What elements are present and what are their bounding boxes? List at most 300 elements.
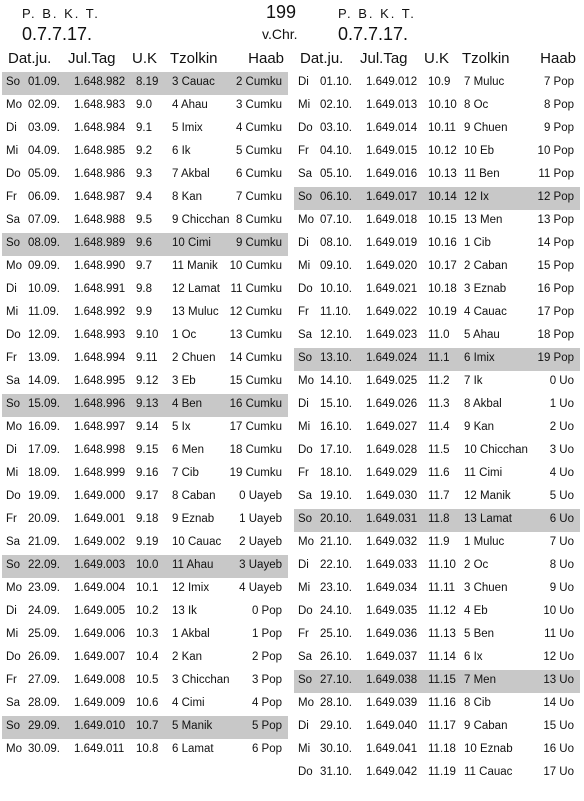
tzolkin-cell: 2 Oc (464, 559, 489, 571)
uk-value-cell: 11.15 (428, 674, 456, 686)
date-cell: 03.09. (28, 122, 60, 134)
table-row (294, 670, 580, 693)
date-cell: 30.09. (28, 743, 60, 755)
tzolkin-cell: 3 Chicchan (172, 674, 230, 686)
right-table-body (294, 72, 580, 785)
uk-value-cell: 9.1 (136, 122, 152, 134)
col-julian-header: Jul.Tag (68, 50, 116, 67)
table-row (2, 279, 288, 302)
col-tzolkin-header: Tzolkin (462, 50, 510, 67)
date-cell: 14.09. (28, 375, 60, 387)
julian-day-cell: 1.649.037 (366, 651, 418, 663)
uk-value-cell: 10.16 (428, 237, 457, 249)
date-cell: 12.10. (320, 329, 352, 341)
haab-cell: 1 Pop (251, 628, 282, 640)
haab-cell: 14 Uo (543, 697, 574, 709)
table-row (294, 716, 580, 739)
julian-day-cell: 1.649.012 (366, 76, 418, 88)
weekday-cell: Di (6, 605, 17, 617)
weekday-cell: Di (6, 122, 17, 134)
uk-value-cell: 9.6 (136, 237, 152, 249)
julian-day-cell: 1.649.013 (366, 99, 418, 111)
date-cell: 13.10. (320, 352, 352, 364)
tzolkin-cell: 11 Manik (172, 260, 218, 272)
haab-cell: 0 Uayeb (239, 490, 282, 502)
haab-cell: 9 Pop (543, 122, 574, 134)
weekday-cell: So (6, 559, 21, 571)
table-row (2, 187, 288, 210)
haab-cell: 2 Uo (549, 421, 574, 433)
julian-day-cell: 1.649.015 (366, 145, 418, 157)
haab-cell: 1 Uayeb (239, 513, 282, 525)
haab-cell: 4 Pop (251, 697, 282, 709)
table-row (294, 578, 580, 601)
weekday-cell: Mo (298, 536, 314, 548)
date-cell: 21.09. (28, 536, 60, 548)
haab-cell: 3 Cumku (235, 99, 282, 111)
julian-day-cell: 1.649.010 (74, 720, 126, 732)
uk-value-cell: 10.8 (136, 743, 159, 755)
col-tzolkin-header: Tzolkin (170, 50, 218, 67)
tzolkin-cell: 5 Ix (172, 421, 191, 433)
tzolkin-cell: 12 Lamat (172, 283, 220, 295)
date-cell: 11.09. (28, 306, 60, 318)
tzolkin-cell: 8 Akbal (464, 398, 502, 410)
tzolkin-cell: 11 Ahau (172, 559, 214, 571)
date-cell: 10.10. (320, 283, 352, 295)
year-number: 199 (266, 2, 297, 22)
julian-day-cell: 1.648.999 (74, 467, 126, 479)
uk-value-cell: 11.10 (428, 559, 456, 571)
weekday-cell: Do (6, 490, 21, 502)
haab-cell: 19 Cumku (229, 467, 282, 479)
weekday-cell: Do (298, 605, 313, 617)
weekday-cell: Mi (6, 628, 19, 640)
weekday-cell: Mo (6, 260, 22, 272)
weekday-cell: Sa (298, 651, 313, 663)
weekday-cell: Di (6, 444, 17, 456)
date-cell: 01.09. (28, 76, 60, 88)
table-row (2, 693, 288, 716)
uk-value-cell: 10.9 (428, 76, 451, 88)
table-row (294, 187, 580, 210)
uk-value-cell: 9.0 (136, 99, 152, 111)
table-row (2, 118, 288, 141)
weekday-cell: Mi (298, 582, 311, 594)
tzolkin-cell: 6 Ik (172, 145, 191, 157)
uk-value-cell: 9.2 (136, 145, 152, 157)
left-count-label: P. B. K. T. (22, 6, 100, 21)
table-row (2, 463, 288, 486)
weekday-cell: So (298, 513, 313, 525)
date-cell: 19.10. (320, 490, 352, 502)
date-cell: 12.09. (28, 329, 60, 341)
tzolkin-cell: 7 Ik (464, 375, 483, 387)
table-row (294, 141, 580, 164)
uk-value-cell: 11.2 (428, 375, 450, 387)
table-row (2, 509, 288, 532)
uk-value-cell: 10.5 (136, 674, 159, 686)
tzolkin-cell: 6 Ix (464, 651, 483, 663)
weekday-cell: Mo (298, 697, 314, 709)
julian-day-cell: 1.649.040 (366, 720, 418, 732)
uk-value-cell: 8.19 (136, 76, 159, 88)
julian-day-cell: 1.648.994 (74, 352, 126, 364)
julian-day-cell: 1.649.006 (74, 628, 126, 640)
tzolkin-cell: 6 Men (172, 444, 204, 456)
tzolkin-cell: 10 Cauac (172, 536, 222, 548)
date-cell: 18.10. (320, 467, 352, 479)
weekday-cell: Fr (6, 513, 17, 525)
tzolkin-cell: 5 Ahau (464, 329, 500, 341)
table-row (2, 394, 288, 417)
tzolkin-cell: 10 Eznab (464, 743, 513, 755)
table-row (294, 693, 580, 716)
weekday-cell: Mi (298, 99, 311, 111)
date-cell: 23.10. (320, 582, 352, 594)
julian-day-cell: 1.649.002 (74, 536, 126, 548)
haab-cell: 15 Cumku (229, 375, 282, 387)
table-row (294, 371, 580, 394)
date-cell: 06.09. (28, 191, 60, 203)
haab-cell: 9 Cumku (235, 237, 282, 249)
tzolkin-cell: 7 Akbal (172, 168, 210, 180)
julian-day-cell: 1.649.030 (366, 490, 418, 502)
tzolkin-cell: 8 Kan (172, 191, 203, 203)
tzolkin-cell: 9 Kan (464, 421, 495, 433)
col-date-header: Dat.ju. (300, 50, 344, 67)
julian-day-cell: 1.648.992 (74, 306, 126, 318)
weekday-cell: Di (298, 398, 309, 410)
haab-cell: 11 Cumku (230, 283, 282, 295)
weekday-cell: Mi (298, 743, 311, 755)
uk-value-cell: 10.18 (428, 283, 457, 295)
julian-day-cell: 1.648.985 (74, 145, 126, 157)
table-row (2, 555, 288, 578)
weekday-cell: Mi (6, 467, 19, 479)
julian-day-cell: 1.649.021 (366, 283, 418, 295)
date-cell: 14.10. (320, 375, 352, 387)
julian-day-cell: 1.649.036 (366, 628, 418, 640)
julian-day-cell: 1.648.987 (74, 191, 126, 203)
haab-cell: 2 Cumku (235, 76, 282, 88)
uk-value-cell: 9.19 (136, 536, 159, 548)
tzolkin-cell: 2 Caban (464, 260, 508, 272)
table-row (294, 95, 580, 118)
date-cell: 29.09. (28, 720, 60, 732)
table-row (294, 555, 580, 578)
haab-cell: 16 Uo (543, 743, 574, 755)
weekday-cell: Do (6, 168, 21, 180)
tzolkin-cell: 4 Eb (464, 605, 488, 617)
table-row (2, 233, 288, 256)
haab-cell: 4 Uo (549, 467, 574, 479)
haab-cell: 6 Cumku (235, 168, 282, 180)
right-table-header (294, 48, 580, 72)
julian-day-cell: 1.649.014 (366, 122, 418, 134)
uk-value-cell: 11.6 (428, 467, 450, 479)
date-cell: 25.10. (320, 628, 352, 640)
julian-day-cell: 1.648.991 (74, 283, 126, 295)
date-cell: 18.09. (28, 467, 60, 479)
tzolkin-cell: 2 Kan (172, 651, 203, 663)
date-cell: 22.10. (320, 559, 352, 571)
date-cell: 26.09. (28, 651, 60, 663)
haab-cell: 5 Cumku (235, 145, 282, 157)
haab-cell: 7 Pop (543, 76, 574, 88)
weekday-cell: Do (298, 122, 313, 134)
tzolkin-cell: 12 Manik (464, 490, 511, 502)
tzolkin-cell: 13 Muluc (172, 306, 219, 318)
weekday-cell: Sa (6, 536, 21, 548)
tzolkin-cell: 1 Cib (464, 237, 491, 249)
julian-day-cell: 1.649.018 (366, 214, 418, 226)
weekday-cell: Di (298, 76, 309, 88)
julian-day-cell: 1.649.009 (74, 697, 126, 709)
uk-value-cell: 9.5 (136, 214, 152, 226)
table-row (294, 394, 580, 417)
julian-day-cell: 1.648.986 (74, 168, 126, 180)
uk-value-cell: 10.6 (136, 697, 159, 709)
left-table-body (2, 72, 288, 762)
table-row (2, 486, 288, 509)
haab-cell: 11 Pop (538, 168, 574, 180)
haab-cell: 0 Pop (251, 605, 282, 617)
uk-value-cell: 11.8 (428, 513, 450, 525)
julian-day-cell: 1.649.005 (74, 605, 126, 617)
weekday-cell: Fr (298, 628, 309, 640)
date-cell: 04.09. (28, 145, 60, 157)
uk-value-cell: 11.5 (428, 444, 450, 456)
weekday-cell: Di (298, 559, 309, 571)
table-row (294, 164, 580, 187)
julian-day-cell: 1.648.984 (74, 122, 126, 134)
date-cell: 15.10. (320, 398, 352, 410)
julian-day-cell: 1.648.997 (74, 421, 126, 433)
weekday-cell: Fr (6, 352, 17, 364)
table-row (2, 72, 288, 95)
table-row (294, 601, 580, 624)
date-cell: 20.10. (320, 513, 352, 525)
left-long-count: 0.7.7.17. (22, 24, 93, 44)
uk-value-cell: 9.11 (136, 352, 158, 364)
haab-cell: 12 Uo (543, 651, 574, 663)
tzolkin-cell: 1 Akbal (172, 628, 210, 640)
date-cell: 05.10. (320, 168, 352, 180)
haab-cell: 10 Cumku (229, 260, 282, 272)
julian-day-cell: 1.649.001 (74, 513, 126, 525)
weekday-cell: Di (298, 237, 309, 249)
julian-day-cell: 1.648.993 (74, 329, 126, 341)
weekday-cell: Di (298, 720, 309, 732)
col-date-header: Dat.ju. (8, 50, 52, 67)
julian-day-cell: 1.649.029 (366, 467, 418, 479)
tzolkin-cell: 13 Lamat (464, 513, 512, 525)
julian-day-cell: 1.649.034 (366, 582, 418, 594)
date-cell: 28.09. (28, 697, 60, 709)
julian-day-cell: 1.649.041 (366, 743, 418, 755)
date-cell: 26.10. (320, 651, 352, 663)
date-cell: 20.09. (28, 513, 60, 525)
tzolkin-cell: 3 Eb (172, 375, 196, 387)
weekday-cell: So (6, 720, 21, 732)
tzolkin-cell: 9 Caban (464, 720, 508, 732)
uk-value-cell: 10.17 (428, 260, 457, 272)
date-cell: 31.10. (320, 766, 352, 778)
tzolkin-cell: 2 Chuen (172, 352, 216, 364)
table-row (294, 210, 580, 233)
julian-day-cell: 1.649.023 (366, 329, 418, 341)
tzolkin-cell: 9 Chuen (464, 122, 508, 134)
date-cell: 03.10. (320, 122, 352, 134)
tzolkin-cell: 11 Cimi (464, 467, 503, 479)
col-uk-header: U.K (132, 50, 158, 67)
table-row (2, 601, 288, 624)
weekday-cell: Fr (298, 306, 309, 318)
col-uk-header: U.K (424, 50, 450, 67)
weekday-cell: Mi (298, 260, 311, 272)
date-cell: 19.09. (28, 490, 60, 502)
haab-cell: 4 Uayeb (239, 582, 282, 594)
weekday-cell: So (6, 76, 21, 88)
julian-day-cell: 1.649.027 (366, 421, 418, 433)
julian-day-cell: 1.648.982 (74, 76, 126, 88)
date-cell: 13.09. (28, 352, 60, 364)
julian-day-cell: 1.649.004 (74, 582, 126, 594)
date-cell: 27.09. (28, 674, 60, 686)
weekday-cell: Sa (6, 697, 21, 709)
haab-cell: 2 Pop (251, 651, 282, 663)
uk-value-cell: 11.12 (428, 605, 456, 617)
uk-value-cell: 9.4 (136, 191, 152, 203)
table-row (2, 325, 288, 348)
table-row (294, 233, 580, 256)
date-cell: 29.10. (320, 720, 352, 732)
weekday-cell: Mo (6, 99, 22, 111)
tzolkin-cell: 7 Cib (172, 467, 199, 479)
julian-day-cell: 1.648.989 (74, 237, 126, 249)
julian-day-cell: 1.649.011 (74, 743, 125, 755)
tzolkin-cell: 11 Cauac (464, 766, 513, 778)
tzolkin-cell: 10 Eb (464, 145, 495, 157)
haab-cell: 18 Cumku (229, 444, 282, 456)
date-cell: 21.10. (320, 536, 352, 548)
uk-value-cell: 9.10 (136, 329, 159, 341)
haab-cell: 15 Uo (543, 720, 574, 732)
weekday-cell: Do (298, 766, 313, 778)
julian-day-cell: 1.648.983 (74, 99, 126, 111)
haab-cell: 19 Pop (537, 352, 574, 364)
tzolkin-cell: 3 Cauac (172, 76, 215, 88)
table-row (294, 72, 580, 95)
weekday-cell: Sa (6, 375, 21, 387)
table-row (2, 256, 288, 279)
date-cell: 16.09. (28, 421, 60, 433)
uk-value-cell: 9.7 (136, 260, 152, 272)
date-cell: 08.10. (320, 237, 352, 249)
uk-value-cell: 10.15 (428, 214, 457, 226)
table-row (2, 164, 288, 187)
weekday-cell: Mo (6, 743, 22, 755)
table-row (294, 440, 580, 463)
table-row (294, 256, 580, 279)
date-cell: 02.10. (320, 99, 352, 111)
tzolkin-cell: 12 Ix (464, 191, 489, 203)
left-table-header (2, 48, 288, 72)
weekday-cell: Mo (6, 582, 22, 594)
uk-value-cell: 11.14 (428, 651, 456, 663)
haab-cell: 5 Uo (549, 490, 574, 502)
date-cell: 06.10. (320, 191, 352, 203)
uk-value-cell: 11.18 (428, 743, 456, 755)
table-row (294, 417, 580, 440)
date-cell: 25.09. (28, 628, 60, 640)
tzolkin-cell: 5 Imix (172, 122, 203, 134)
date-cell: 17.09. (28, 444, 60, 456)
date-cell: 24.10. (320, 605, 352, 617)
uk-value-cell: 10.13 (428, 168, 457, 180)
tzolkin-cell: 3 Chuen (464, 582, 508, 594)
haab-cell: 9 Uo (549, 582, 574, 594)
date-cell: 09.09. (28, 260, 60, 272)
weekday-cell: Sa (298, 168, 313, 180)
uk-value-cell: 9.8 (136, 283, 152, 295)
julian-day-cell: 1.649.022 (366, 306, 418, 318)
date-cell: 17.10. (320, 444, 352, 456)
haab-cell: 6 Pop (251, 743, 282, 755)
date-cell: 22.09. (28, 559, 60, 571)
table-row (2, 141, 288, 164)
table-row (2, 371, 288, 394)
uk-value-cell: 9.9 (136, 306, 152, 318)
weekday-cell: So (298, 674, 313, 686)
julian-day-cell: 1.649.016 (366, 168, 418, 180)
date-cell: 07.10. (320, 214, 352, 226)
haab-cell: 16 Cumku (229, 398, 282, 410)
tzolkin-cell: 10 Cimi (172, 237, 211, 249)
haab-cell: 17 Pop (537, 306, 574, 318)
haab-cell: 3 Pop (251, 674, 282, 686)
table-row (294, 509, 580, 532)
haab-cell: 1 Uo (549, 398, 574, 410)
julian-day-cell: 1.648.996 (74, 398, 126, 410)
date-cell: 23.09. (28, 582, 60, 594)
table-row (294, 118, 580, 141)
tzolkin-cell: 7 Muluc (464, 76, 505, 88)
date-cell: 16.10. (320, 421, 352, 433)
julian-day-cell: 1.649.035 (366, 605, 418, 617)
table-row (294, 325, 580, 348)
haab-cell: 15 Pop (537, 260, 574, 272)
uk-value-cell: 11.1 (428, 352, 450, 364)
uk-value-cell: 10.7 (136, 720, 159, 732)
tzolkin-cell: 9 Chicchan (172, 214, 230, 226)
haab-cell: 8 Uo (549, 559, 574, 571)
weekday-cell: Do (298, 444, 313, 456)
table-row (294, 348, 580, 371)
tzolkin-cell: 13 Men (464, 214, 503, 226)
weekday-cell: Fr (6, 674, 17, 686)
haab-cell: 12 Cumku (229, 306, 282, 318)
uk-value-cell: 11.16 (428, 697, 456, 709)
uk-value-cell: 10.3 (136, 628, 159, 640)
uk-value-cell: 9.13 (136, 398, 159, 410)
table-row (294, 486, 580, 509)
haab-cell: 8 Cumku (235, 214, 282, 226)
haab-cell: 7 Uo (549, 536, 574, 548)
table-row (2, 670, 288, 693)
julian-day-cell: 1.649.026 (366, 398, 418, 410)
